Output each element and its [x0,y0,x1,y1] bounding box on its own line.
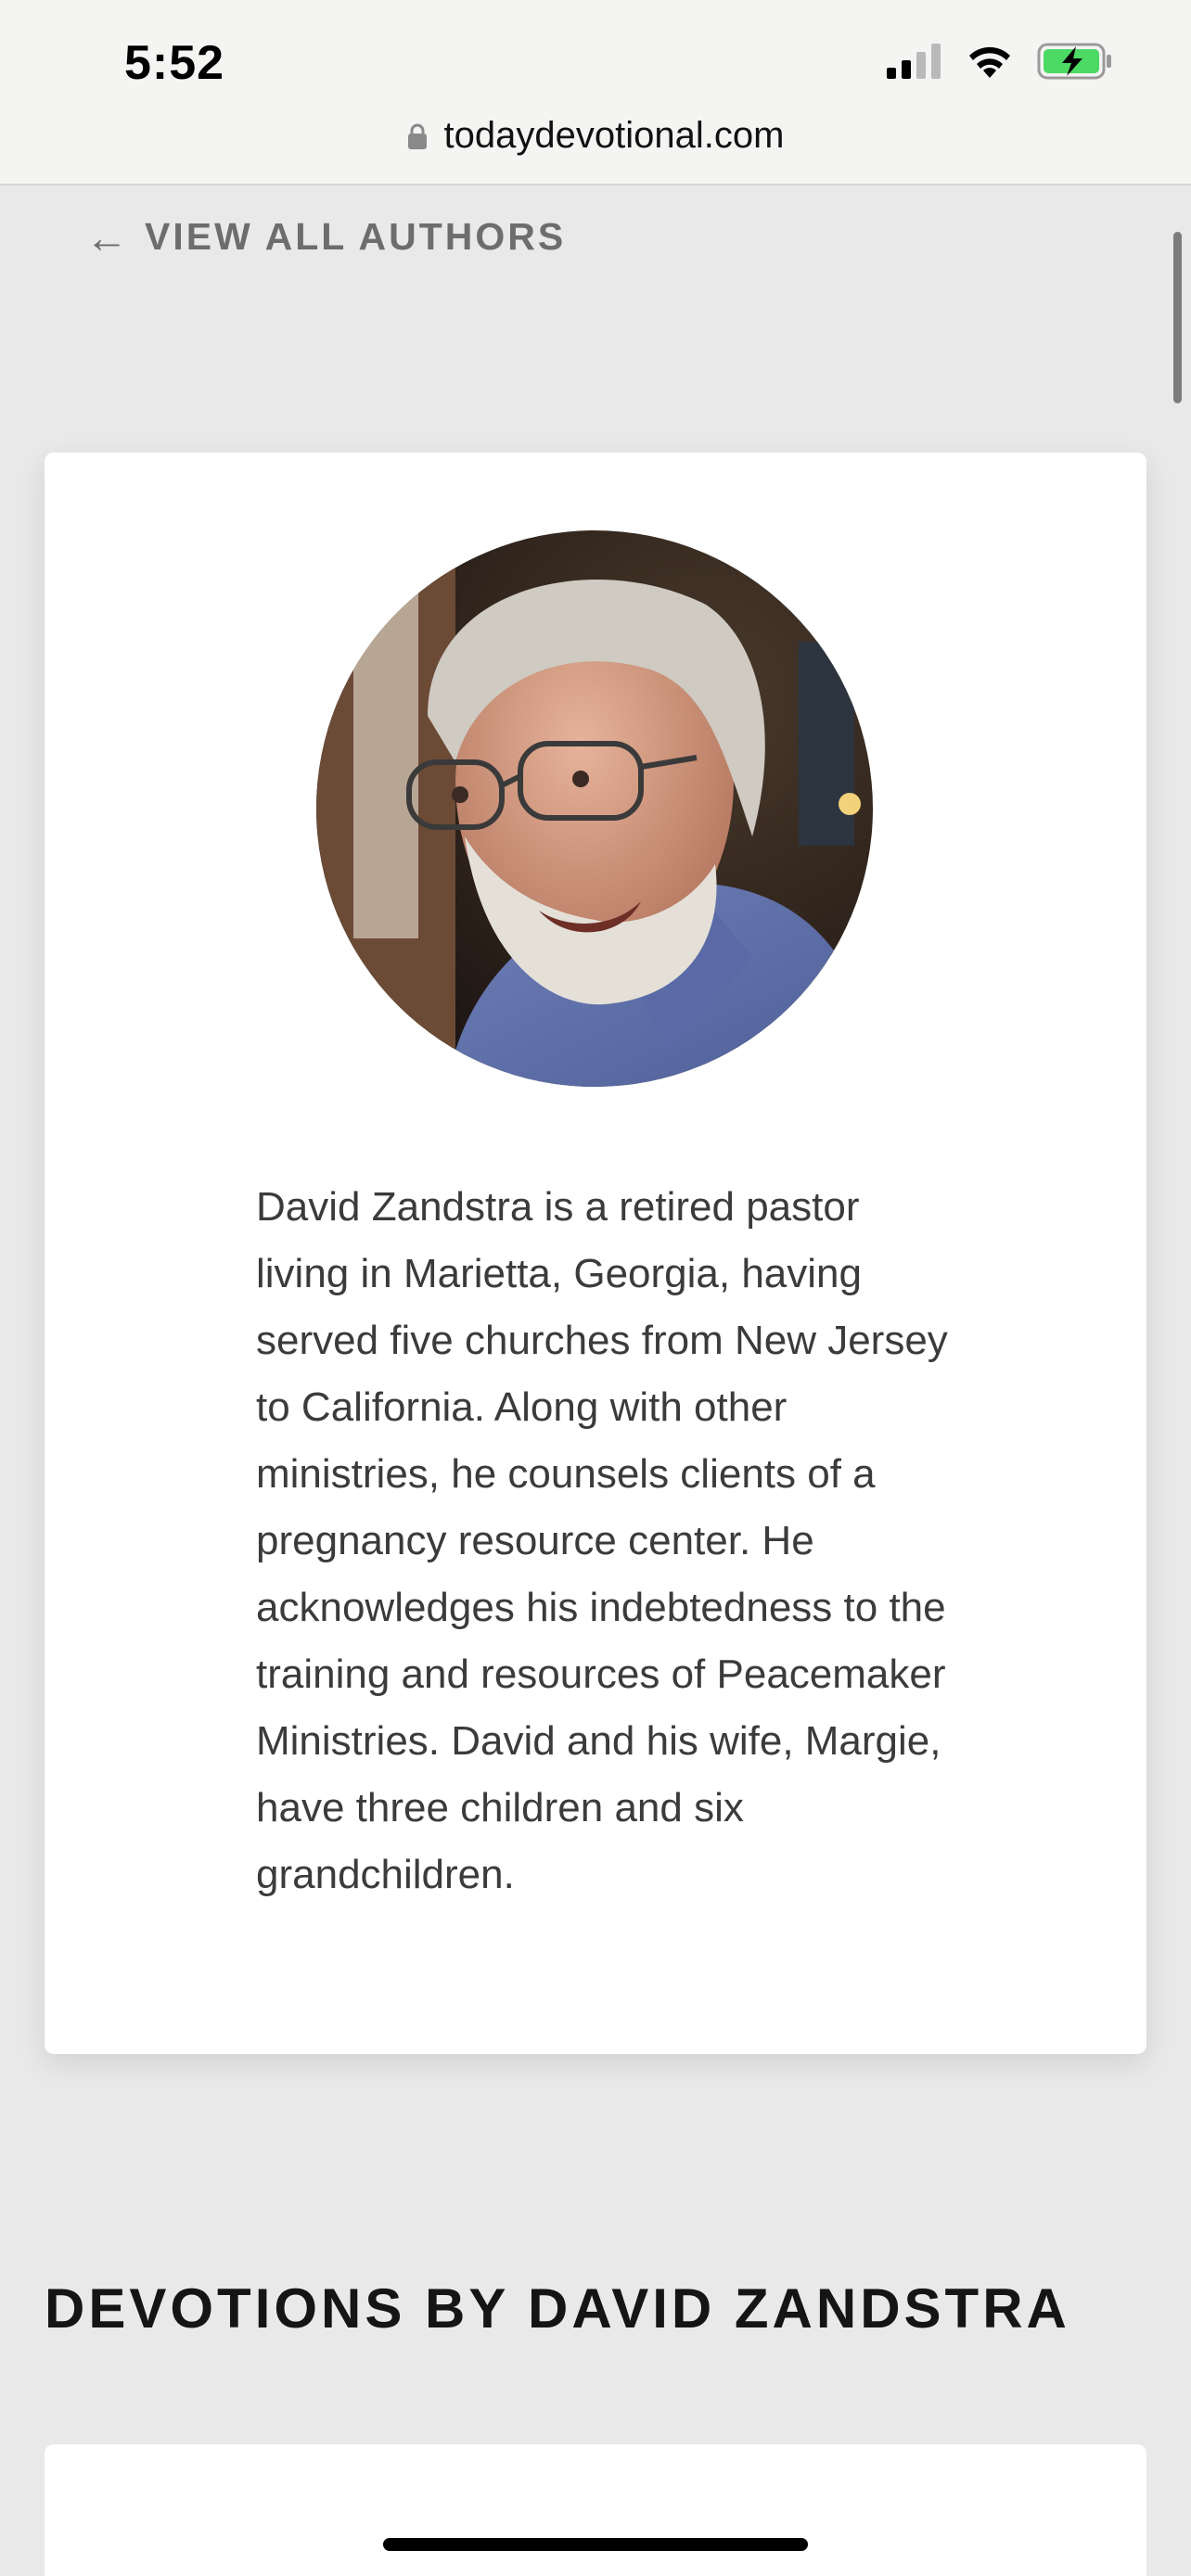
devotion-card[interactable] [45,2444,1146,2576]
author-photo [316,530,873,1087]
arrow-left-icon: ← [85,212,128,261]
lock-icon [407,122,428,150]
back-label: VIEW ALL AUTHORS [145,215,567,258]
url-text: todaydevotional.com [443,115,785,156]
scrollbar[interactable] [1173,232,1182,403]
browser-chrome [0,0,1191,185]
address-bar[interactable] [0,115,1191,157]
author-card [45,453,1146,2054]
status-time: 5:52 [124,36,225,90]
devotions-section-title: DEVOTIONS BY DAVID ZANDSTRA [45,2277,1070,2340]
battery-charging-icon [1037,43,1113,80]
portrait-image [316,530,873,1087]
status-icons [887,43,1113,80]
author-bio: David Zandstra is a retired pastor living in Marietta, Georgia, having served five churches from New Jersey to California. Along with other ministries, he counsels clients of a pregnancy resource center. He acknowledges his indebtedness to the training and resources of Peacemaker Ministries. David and his wife, Margie, have three children and six grandchildren. [256,1184,948,1897]
wifi-icon [965,43,1015,80]
home-indicator[interactable] [383,2538,808,2551]
cellular-signal-icon [887,44,942,79]
view-all-authors-link[interactable] [85,212,567,261]
